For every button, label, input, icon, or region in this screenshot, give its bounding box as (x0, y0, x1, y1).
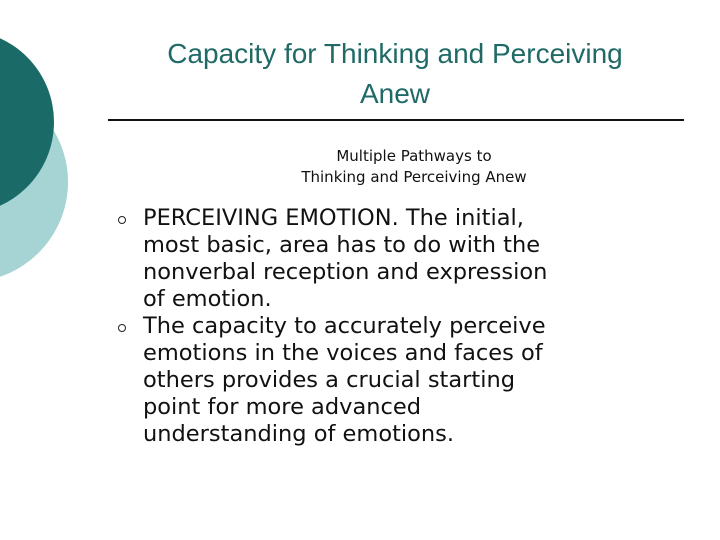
title-divider (108, 119, 684, 121)
bullet-list (118, 205, 678, 448)
bullet-line: understanding of emotions. (143, 421, 455, 447)
bullet-line: most basic, area has to do with the (143, 232, 541, 258)
bullet-line: of emotion. (143, 286, 272, 312)
bullet-line: others provides a crucial starting (143, 367, 516, 393)
bullet-line: nonverbal reception and expression (143, 259, 548, 285)
bullet-line: The capacity to accurately perceive (143, 313, 546, 339)
slide-title (100, 34, 690, 114)
slide-title-line: Anew (359, 78, 431, 109)
hollow-circle-bullet-icon (118, 216, 126, 224)
decorative-circles (0, 0, 90, 300)
subtitle-line: Multiple Pathways to (336, 147, 492, 165)
bullet-line: point for more advanced (143, 394, 421, 420)
slide-subtitle (200, 146, 628, 188)
hollow-circle-bullet-icon (118, 324, 126, 332)
bullet-line: PERCEIVING EMOTION. The initial, (143, 205, 524, 231)
subtitle-line: Thinking and Perceiving Anew (301, 168, 527, 186)
bullet-line: emotions in the voices and faces of (143, 340, 543, 366)
slide-title-line: Capacity for Thinking and Perceiving (167, 38, 623, 69)
bullet-item (118, 313, 678, 448)
bullet-item (118, 205, 678, 313)
